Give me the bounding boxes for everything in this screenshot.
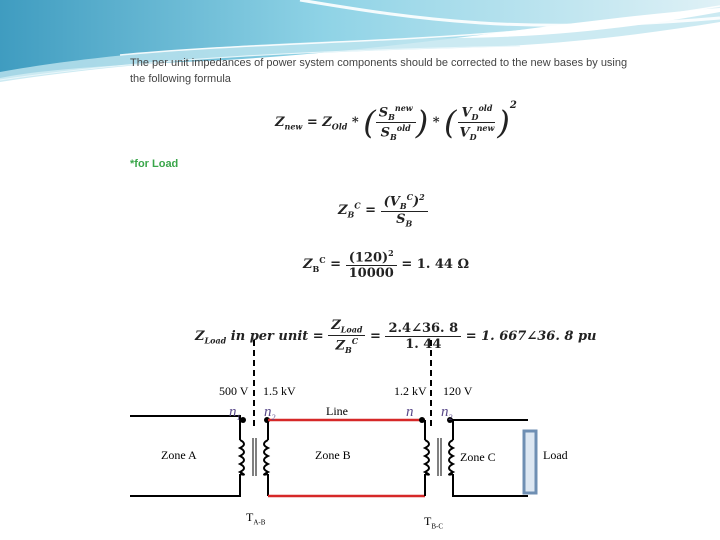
label-1-2kv: 1.2 kV xyxy=(394,384,427,398)
label-n1-right xyxy=(406,404,414,421)
formula-main-lhs-sub: new xyxy=(284,121,303,132)
formula-main-power: 2 xyxy=(509,100,517,111)
paren-open-1: ( xyxy=(363,103,376,142)
s-new-sub: B xyxy=(388,112,395,122)
label-load: Load xyxy=(543,448,568,462)
label-1-5kv: 1.5 kV xyxy=(263,384,296,398)
zbase-den: S xyxy=(396,211,406,227)
s-new: S xyxy=(378,105,389,121)
load-frac1-den-sub: B xyxy=(345,344,352,355)
tbc-secondary-coil xyxy=(449,440,453,475)
tab-secondary-coil xyxy=(264,440,268,475)
tbc-dot-primary xyxy=(419,417,425,423)
zone-a-bottom-wire xyxy=(130,474,240,496)
zbase-val-num: (120) xyxy=(348,250,389,266)
zbase-val-lhs: Z xyxy=(303,257,313,273)
zbase-lhs: Z xyxy=(338,202,348,218)
label-zone-b: Zone B xyxy=(315,448,351,462)
load-eq2: = xyxy=(370,328,381,344)
label-t-bc xyxy=(424,514,443,530)
formula-main-lhs: Z xyxy=(275,115,285,130)
formula-main-eq: = xyxy=(306,115,318,130)
label-zone-c: Zone C xyxy=(460,450,496,464)
load-note: *for Load xyxy=(130,158,179,170)
zone-a-top-wire xyxy=(130,416,240,440)
n2-left-sub: 2 xyxy=(271,413,276,422)
zbase-num-sup: C xyxy=(406,192,413,202)
tab-dot-primary xyxy=(240,417,246,423)
zbase-den-sub: B xyxy=(405,218,413,229)
label-500v: 500 V xyxy=(219,384,249,398)
zbase-lhs-sup: C xyxy=(354,200,361,211)
load-frac1-num: Z xyxy=(331,318,341,333)
v-old-sup: old xyxy=(478,103,493,114)
s-old: S xyxy=(380,125,391,141)
load-frac2-den: 1. 44 xyxy=(405,336,442,352)
load-lhs-sub: Load xyxy=(204,335,227,346)
load-frac1-num-sub: Load xyxy=(340,324,363,335)
load-box xyxy=(524,431,536,493)
n1-right-base: n xyxy=(406,404,414,420)
tab-primary-coil xyxy=(240,440,244,475)
zbase-num-sub: B xyxy=(399,200,407,211)
t-ab-base: T xyxy=(246,510,254,524)
zbase-val-lhs-sub: B xyxy=(312,263,320,274)
s-old-sup: old xyxy=(396,123,411,133)
n2-right-base: n xyxy=(441,404,449,420)
v-new: V xyxy=(459,125,470,141)
formula-main-times2: * xyxy=(432,115,440,130)
v-old-sub: D xyxy=(471,112,479,122)
load-frac1-den: Z xyxy=(335,337,346,353)
n1-left-base: n xyxy=(229,404,237,420)
s-new-sup: new xyxy=(394,103,413,114)
zbase-val-num-pow: 2 xyxy=(388,248,394,258)
label-n1-left xyxy=(229,404,241,422)
label-zone-a: Zone A xyxy=(161,448,197,462)
zone-c-top-wire xyxy=(453,420,528,440)
zbase-val-result: = 1. 44 Ω xyxy=(401,257,470,273)
zbase-num-pow: 2 xyxy=(419,192,425,202)
zbase-lhs-sub: B xyxy=(347,209,355,220)
load-frac1-den-sup: C xyxy=(351,335,359,346)
n1-left-sub: 1 xyxy=(236,413,241,422)
zbase-val-eq: = xyxy=(330,257,342,273)
zone-c-bottom-wire xyxy=(453,474,528,496)
intro-line-1: The per unit impedances of power system components should be corrected to the new bases by using xyxy=(130,57,628,69)
paren-open-2: ( xyxy=(444,103,457,142)
intro-line-2: the following formula xyxy=(130,73,231,85)
paren-close-2: ) xyxy=(497,103,510,142)
zbase-num-v: (V xyxy=(383,194,400,210)
n2-left-base: n xyxy=(264,404,272,420)
v-new-sub: D xyxy=(469,131,477,142)
zbase-num-close: ) xyxy=(413,194,420,210)
load-words: in per unit = xyxy=(230,328,324,344)
formula-main-zold: Z xyxy=(322,115,332,130)
v-new-sup: new xyxy=(476,123,495,133)
load-lhs: Z xyxy=(195,328,205,344)
tbc-primary-coil xyxy=(425,440,429,475)
paren-close-1: ) xyxy=(415,103,429,142)
zbase-eq: = xyxy=(365,202,377,218)
formula-main-zold-sub: Old xyxy=(331,121,348,132)
t-bc-sub: B-C xyxy=(431,522,444,531)
v-old: V xyxy=(461,105,472,121)
label-t-ab xyxy=(246,510,265,526)
label-line: Line xyxy=(326,404,348,418)
n2-right-sub: 2 xyxy=(448,413,453,422)
zbase-val-den: 10000 xyxy=(348,266,394,282)
s-old-sub: B xyxy=(390,131,397,142)
t-bc-base: T xyxy=(424,514,432,528)
zbase-val-lhs-sup: C xyxy=(319,254,326,265)
label-n2-right xyxy=(441,404,453,422)
t-ab-sub: A-B xyxy=(253,518,266,527)
load-frac2-num: 2.4∠36. 8 xyxy=(385,321,461,337)
label-120v: 120 V xyxy=(443,384,473,398)
load-result: = 1. 667∠36. 8 pu xyxy=(465,328,597,344)
label-n2-left xyxy=(264,404,276,422)
formula-main-times1: * xyxy=(351,115,359,130)
